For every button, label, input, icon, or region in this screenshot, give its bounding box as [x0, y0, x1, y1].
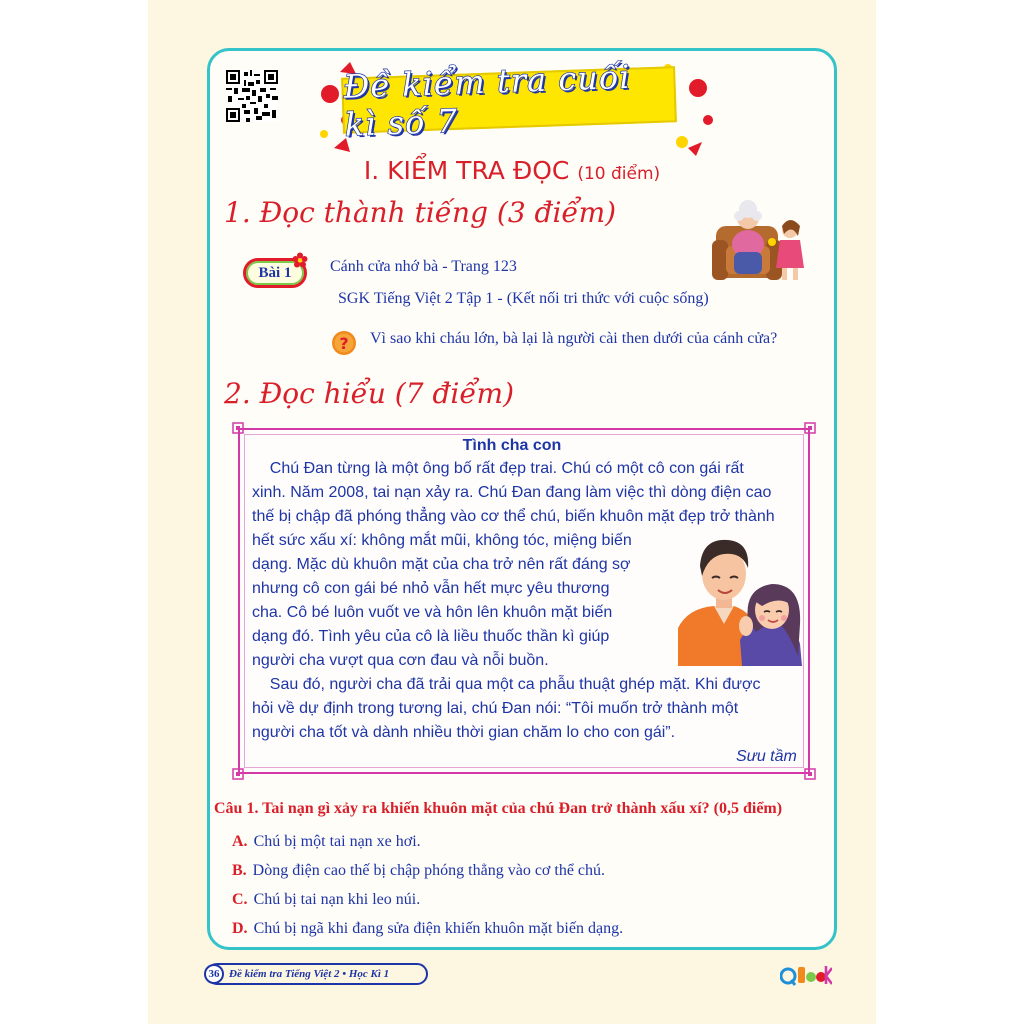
story-line: hỏi về dự định trong tương lai, chú Đan nói: “Tôi muốn trở thành một: [252, 700, 739, 717]
answer-option-b[interactable]: [232, 862, 605, 880]
story-line: hết sức xấu xí: không mắt mũi, không tóc, miệng biến: [252, 532, 632, 549]
story-line: người cha vượt qua cơn đau và nỗi buồn.: [252, 652, 549, 669]
lesson-title: Cánh cửa nhớ bà - Trang 123: [330, 258, 517, 275]
corner-ornament-icon: [230, 420, 246, 436]
section-points: (10 điểm): [577, 164, 661, 184]
answer-option-c[interactable]: [232, 891, 420, 909]
question-1: Câu 1. Tai nạn gì xảy ra khiến khuôn mặt của chú Đan trở thành xấu xí? (0,5 điểm): [214, 800, 783, 817]
flower-icon: [292, 252, 308, 268]
answer-text: Chú bị tai nạn khi leo núi.: [253, 891, 421, 908]
reading-aloud-question: Vì sao khi cháu lớn, bà lại là người cài then dưới của cánh cửa?: [370, 330, 778, 347]
comprehension-heading: 2. Đọc hiểu (7 điểm): [224, 377, 515, 410]
story-line: dạng. Mặc dù khuôn mặt của cha trở nên rất đáng sợ: [252, 556, 631, 573]
answer-letter: B.: [232, 862, 247, 879]
story-credit: Sưu tầm: [736, 748, 797, 765]
grandma-illustration: [712, 196, 812, 284]
answer-letter: D.: [232, 920, 248, 937]
answer-text: Chú bị ngã khi đang sửa điện khiến khuôn mặt biến dạng.: [253, 920, 624, 937]
section-heading-text: I. KIỂM TRA ĐỌC: [363, 156, 570, 185]
svg-text:?: ?: [339, 334, 349, 353]
corner-ornament-icon: [230, 766, 246, 782]
book-title: Đề kiểm tra Tiếng Việt 2 • Học Kì 1: [229, 968, 390, 980]
qr-code-icon: [226, 70, 278, 122]
section-heading: [0, 156, 1024, 185]
corner-ornament-icon: [802, 766, 818, 782]
story-line: thế bị chập đã phóng thẳng vào cơ thể chú, biến khuôn mặt đẹp trở thành: [252, 508, 775, 525]
answer-option-a[interactable]: [232, 833, 421, 851]
page-number: 36: [204, 964, 224, 984]
corner-ornament-icon: [802, 420, 818, 436]
reading-aloud-heading: 1. Đọc thành tiếng (3 điểm): [224, 196, 617, 229]
story-line: dạng đó. Tình yêu của cô là liều thuốc thần kì giúp: [252, 628, 610, 645]
story-line: Chú Đan từng là một ông bố rất đẹp trai. Chú có một cô con gái rất: [252, 460, 744, 477]
lesson-badge: Bài 1: [243, 258, 307, 288]
answer-option-d[interactable]: [232, 920, 623, 938]
story-title: Tình cha con: [462, 437, 562, 454]
lesson-source: SGK Tiếng Việt 2 Tập 1 - (Kết nối tri thức với cuộc sống): [338, 290, 709, 307]
story-line: xinh. Năm 2008, tai nạn xảy ra. Chú Đan đang làm việc thì dòng điện cao: [252, 484, 772, 501]
father-daughter-illustration: [678, 528, 806, 666]
story-line: người cha tốt và dành nhiều thời gian chăm lo cho con gái”.: [252, 724, 676, 741]
page-title: Đề kiểm tra cuối kì số 7: [342, 57, 632, 144]
page-footer: [206, 963, 428, 985]
story-line: nhưng cô con gái bé nhỏ vẫn hết mực yêu thương: [252, 580, 610, 597]
question-mark-icon: [331, 330, 357, 356]
page-title-banner: [341, 57, 677, 144]
answer-text: Dòng điện cao thế bị chập phóng thẳng vào cơ thể chú.: [252, 862, 606, 879]
answer-letter: A.: [232, 833, 248, 850]
story-line: cha. Cô bé luôn vuốt ve và hôn lên khuôn mặt biến: [252, 604, 613, 621]
publisher-logo: [780, 960, 832, 988]
story-line: Sau đó, người cha đã trải qua một ca phẫu thuật ghép mặt. Khi được: [252, 676, 761, 693]
answer-text: Chú bị một tai nạn xe hơi.: [253, 833, 421, 850]
answer-letter: C.: [232, 891, 248, 908]
